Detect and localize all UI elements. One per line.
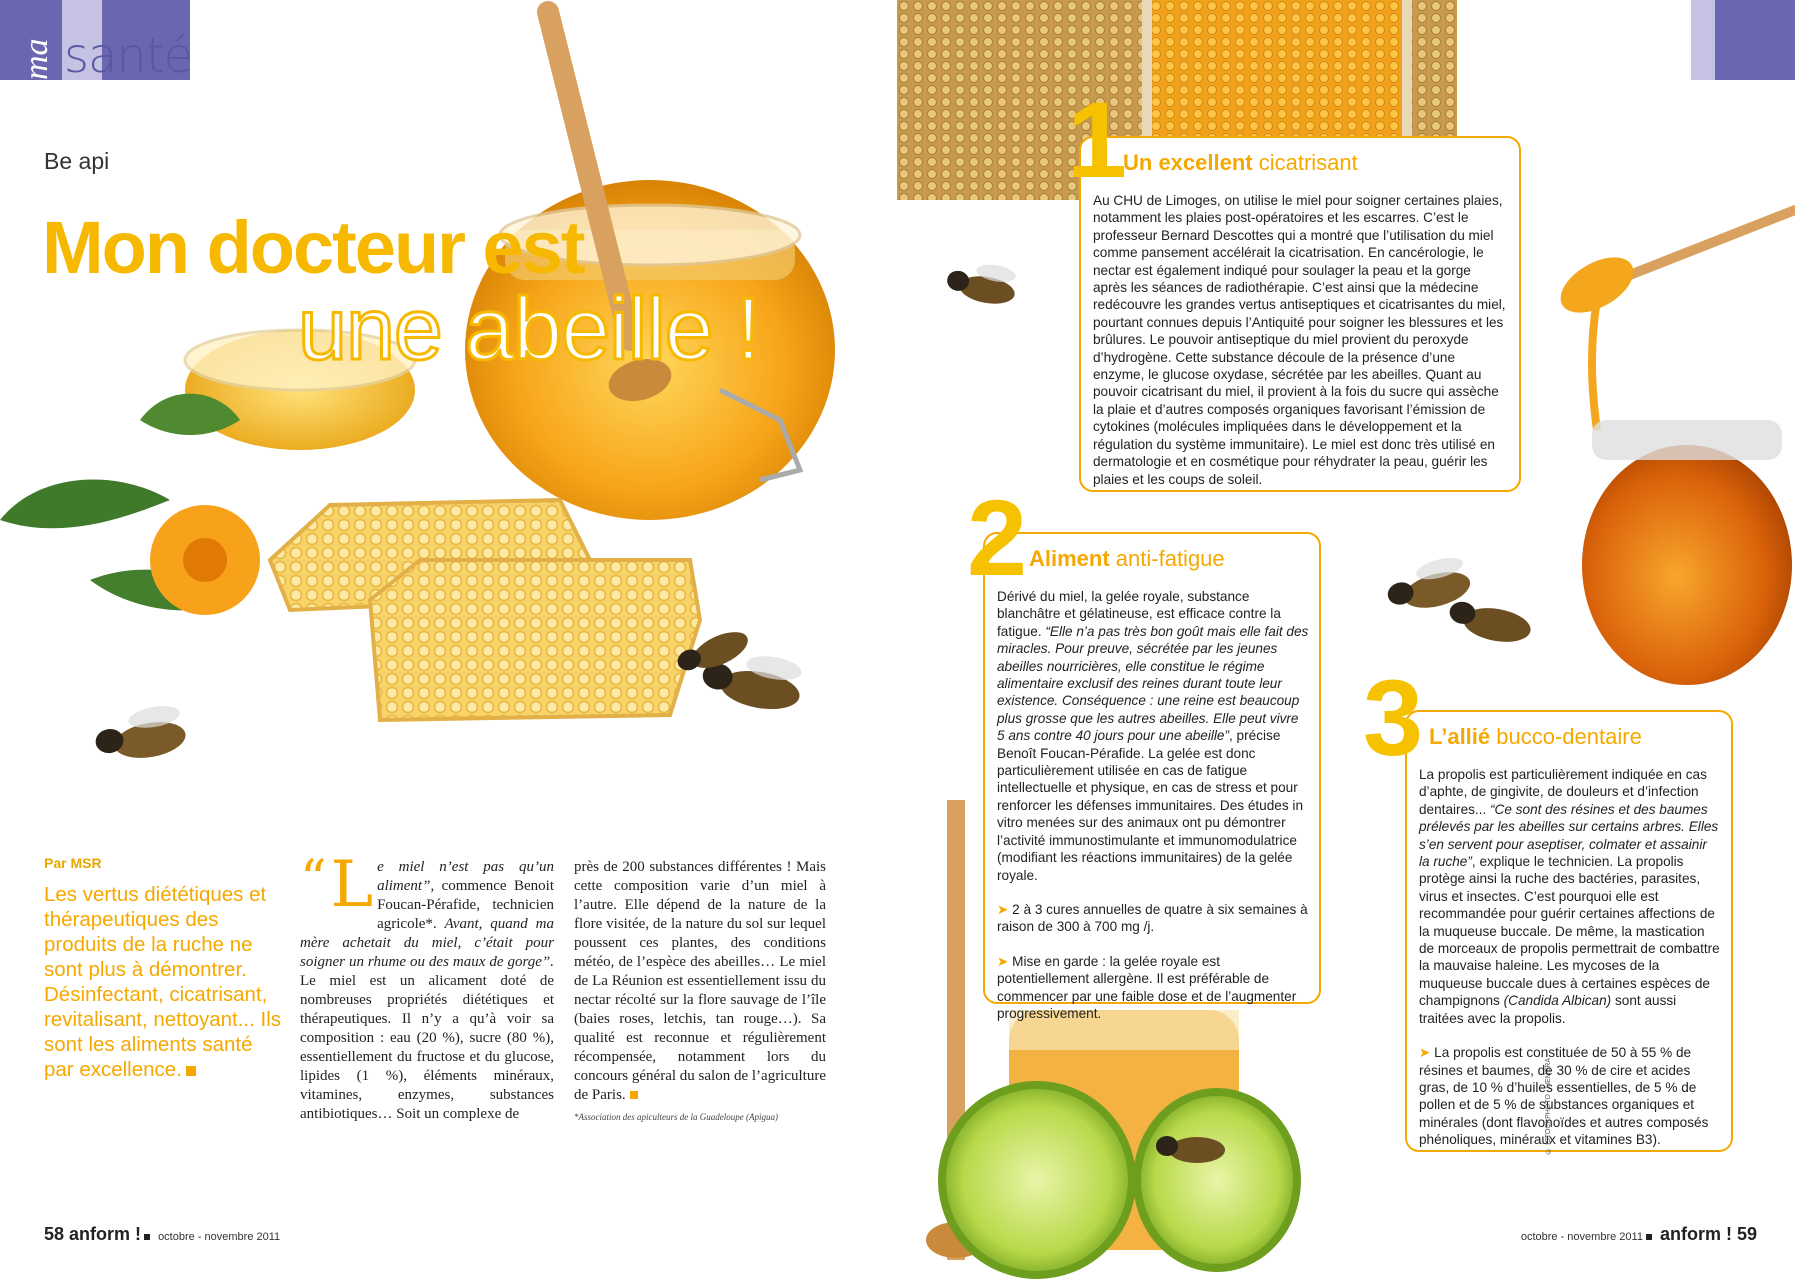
box-3-title-rest: bucco-dentaire: [1490, 724, 1642, 749]
standfirst: [44, 882, 284, 1082]
box-2-number: 2: [967, 477, 1024, 598]
byline: Par MSR: [44, 855, 102, 871]
body-col1-text: Le miel est un alicament doté de nombreuses propriétés diététiques et thérapeutiques. Il n’y a qu’à voir sa composition : eau (20 %), sucre (80 %), essentiellement du fructose et du glucose, lipides (1 %), éléments minéraux, vitamines, enzymes, substances antibiotiques… Soit un complexe de: [300, 973, 554, 1122]
opening-quote: “: [300, 850, 327, 910]
box-1-title: [1123, 150, 1358, 176]
issue-date: octobre - novembre 2011: [158, 1231, 281, 1243]
box-3-tip-1-text: La propolis est constituée de 50 à 55 % de résines et baumes, de 30 % de cire et acides gras, de 10 % d’huiles essentielles, de 5 % de pollen et de 5 % de substances organiques et minérales (dont flavonoïdes et autres composés phénoliques, minéraux et vitamines B3).: [1419, 1045, 1709, 1148]
box-3-text-d: (Candida Albican): [1503, 993, 1612, 1009]
body-column-2: [574, 858, 826, 1105]
body-col1-quote: e miel n’est pas qu’un aliment”: [377, 859, 554, 894]
standfirst-text: Les vertus diététiques et thérapeutiques des produits de la ruche ne sont plus à démontrer. Désinfectant, cicatrisant, revitalisant, nettoyant... Ils sont les aliments santé par excellence.: [44, 883, 282, 1081]
headline-line2: une abeille !: [298, 279, 760, 378]
honey-jar-photo: [0, 0, 897, 800]
box-2-tip-2-text: Mise en garde : la gelée royale est potentiellement allergène. Il est préférable de commencer par une faible dose et de l’augmenter progressivement.: [997, 953, 1297, 1021]
box-3-quote: “Ce sont des résines et des baumes prélevés par les abeilles sur certains arbres. Elles s’en servent pour aseptiser, colmater et assainir la ruche”: [1419, 801, 1719, 870]
page-number: 59: [1736, 1224, 1757, 1244]
headline-line1: Mon docteur est: [42, 206, 584, 289]
arrow-icon: ➤: [997, 953, 1013, 969]
left-page: [0, 0, 897, 1279]
box-1-title-rest: cicatrisant: [1252, 150, 1358, 175]
magazine-name: anform !: [69, 1224, 142, 1244]
folio-left: [44, 1224, 280, 1245]
issue-date: octobre - novembre 2011: [1520, 1231, 1643, 1243]
body-col2-text: près de 200 substances différentes ! Mais cette composition varie d’un miel à l’autre. Elle dépend de la nature de la flore visitée, de la nature du sol sur lequel poussent ces plantes, des conditions météo, de l’espèce des abeilles… Le miel de La Réunion est essentiellement issu du nectar récolté sur la flore sauvage de l’île (baies roses, letchis, tan rouge…). Sa qualité est reconnue et régulièrement récompensée, notamment lors du concours général du salon de l’agriculture de Paris.: [574, 859, 826, 1103]
box-3-text-e: sont aussi traitées avec la propolis.: [1419, 993, 1677, 1026]
rubric-band-light: [1691, 0, 1715, 80]
box-3-tip-1: [1419, 1044, 1721, 1148]
end-square-icon: [630, 1091, 638, 1099]
folio-right: [1521, 1224, 1757, 1245]
box-2-text-a: Dérivé du miel, la gelée royale, substance blanchâtre et gélatineuse, est efficace contre la fatigue.: [997, 589, 1281, 639]
body-column-1: [300, 848, 554, 1124]
box-2-quote: “Elle n’a pas très bon goût mais elle fait des miracles. Pour preuve, sécrétée par les jeunes abeilles nourricières, elle constitue le régime alimentaire exclusif des reines durant toute leur existence. Conséquence : une reine est beaucoup plus grosse que les autres abeilles. Elle peut vivre 5 ans contre 40 jours pour une abeille”: [997, 623, 1309, 744]
square-icon: [1646, 1234, 1652, 1240]
body-col1-attrib: , commence Benoit Foucan-Pérafide, technicien agricole*.: [377, 878, 554, 932]
box-3-text-c: , explique le technicien. La propolis protège ainsi la ruche des bactéries, parasites, virus et insectes. C’est pourquoi elle est recommandée pour guérir certaines affections de la muqueuse buccale. De même, la mastication de morceaux de propolis permettrait de combattre la mauvaise haleine. Les mycoses de la muqueuse buccale dues à certaines espèces de champignons: [1419, 854, 1720, 1009]
rubric-sante: santé: [64, 28, 193, 84]
box-3-text: [1419, 766, 1721, 1166]
box-1-text: [1093, 192, 1507, 505]
kicker: Be api: [44, 148, 110, 174]
box-2-tip-1: [997, 901, 1309, 936]
page-number: 58: [44, 1224, 65, 1244]
square-icon: [144, 1234, 150, 1240]
arrow-icon: ➤: [1419, 1045, 1435, 1061]
box-2-text-c: , précise Benoît Foucan-Pérafide. La gelée est donc particulièrement utilisée en cas de fatigue intellectuelle et physique, en cas de stress et pour renforcer les défenses immunitaires. Des études in vitro menées sur des animaux ont pu démontrer l’activité immunostimulante et immunomodulatrice (modifiant les réactions immunitaires) de la gelée royale.: [997, 728, 1303, 883]
box-2-title-bold: Aliment: [1029, 546, 1110, 571]
photo-credit: © ISTOCKPHOTO - HEMERA: [1545, 1058, 1552, 1154]
box-2-paragraph: [997, 588, 1309, 884]
body-col1-quote2: Avant, quand ma mère achetait du miel, c’était pour soigner un rhume ou des maux de gorge”.: [300, 916, 554, 970]
drop-cap: L: [330, 848, 374, 922]
box-1-paragraph: Au CHU de Limoges, on utilise le miel pour soigner certaines plaies, notamment les plaies post-opératoires et les escarres. C’est le professeur Bernard Descottes qui a montré que l’utilisation du miel comme pansement accélérait la cicatrisation. En cancérologie, le nectar est également indiqué pour soulager la peau et la gorge après les séances de radiothérapie. C’est ainsi que la médecine redécouvre les grandes vertus antiseptiques et cicatrisantes du miel, pourtant connues depuis l’Antiquité pour soigner les blessures et les brûlures. Le pouvoir antiseptique du miel provient du peroxyde d’hydrogène. Cette substance découle de la présence d’une enzyme, le glucose oxydase, sécrétée par les abeilles. Quant au pouvoir cicatrisant du miel, il provient à la fois du sucre qui assèche la plaie et d’autres composés organiques favorisant l’émission de cytokines (molécules impliquées dans le développement et la régulation du système immunitaire). Le miel est donc très utilisé en dermatologie et en cosmétique pour réhydrater la peau, guérir les plaies et les coups de soleil.: [1093, 193, 1506, 487]
box-2-tip-1-text: 2 à 3 cures annuelles de quatre à six semaines à raison de 300 à 700 mg /j.: [997, 901, 1308, 935]
box-3-title: [1429, 724, 1642, 750]
right-page: [897, 0, 1795, 1279]
magazine-name: anform !: [1659, 1224, 1732, 1244]
box-2-title: [1029, 546, 1225, 572]
box-3-number: 3: [1363, 657, 1420, 778]
box-2-tip-2: [997, 953, 1309, 1023]
box-3-title-bold: L’allié: [1429, 724, 1491, 749]
end-square-icon: [186, 1066, 196, 1076]
box-3-text-a: La propolis est particulièrement indiquée en cas d’aphte, de gingivite, de douleurs et d’infection dentaires...: [1419, 767, 1707, 817]
footnote: *Association des apiculteurs de la Guadeloupe (Apigua): [574, 1112, 778, 1122]
bee-left: [91, 702, 188, 766]
rubric-band: [1715, 0, 1795, 80]
box-1-number: 1: [1067, 79, 1124, 200]
box-3-paragraph: [1419, 766, 1721, 1027]
box-1-title-bold: Un excellent: [1123, 150, 1253, 175]
arrow-icon: ➤: [997, 901, 1013, 917]
box-2-text: [997, 588, 1309, 1039]
box-2-title-rest: anti-fatigue: [1109, 546, 1225, 571]
rubric-ma: ma: [18, 38, 55, 80]
